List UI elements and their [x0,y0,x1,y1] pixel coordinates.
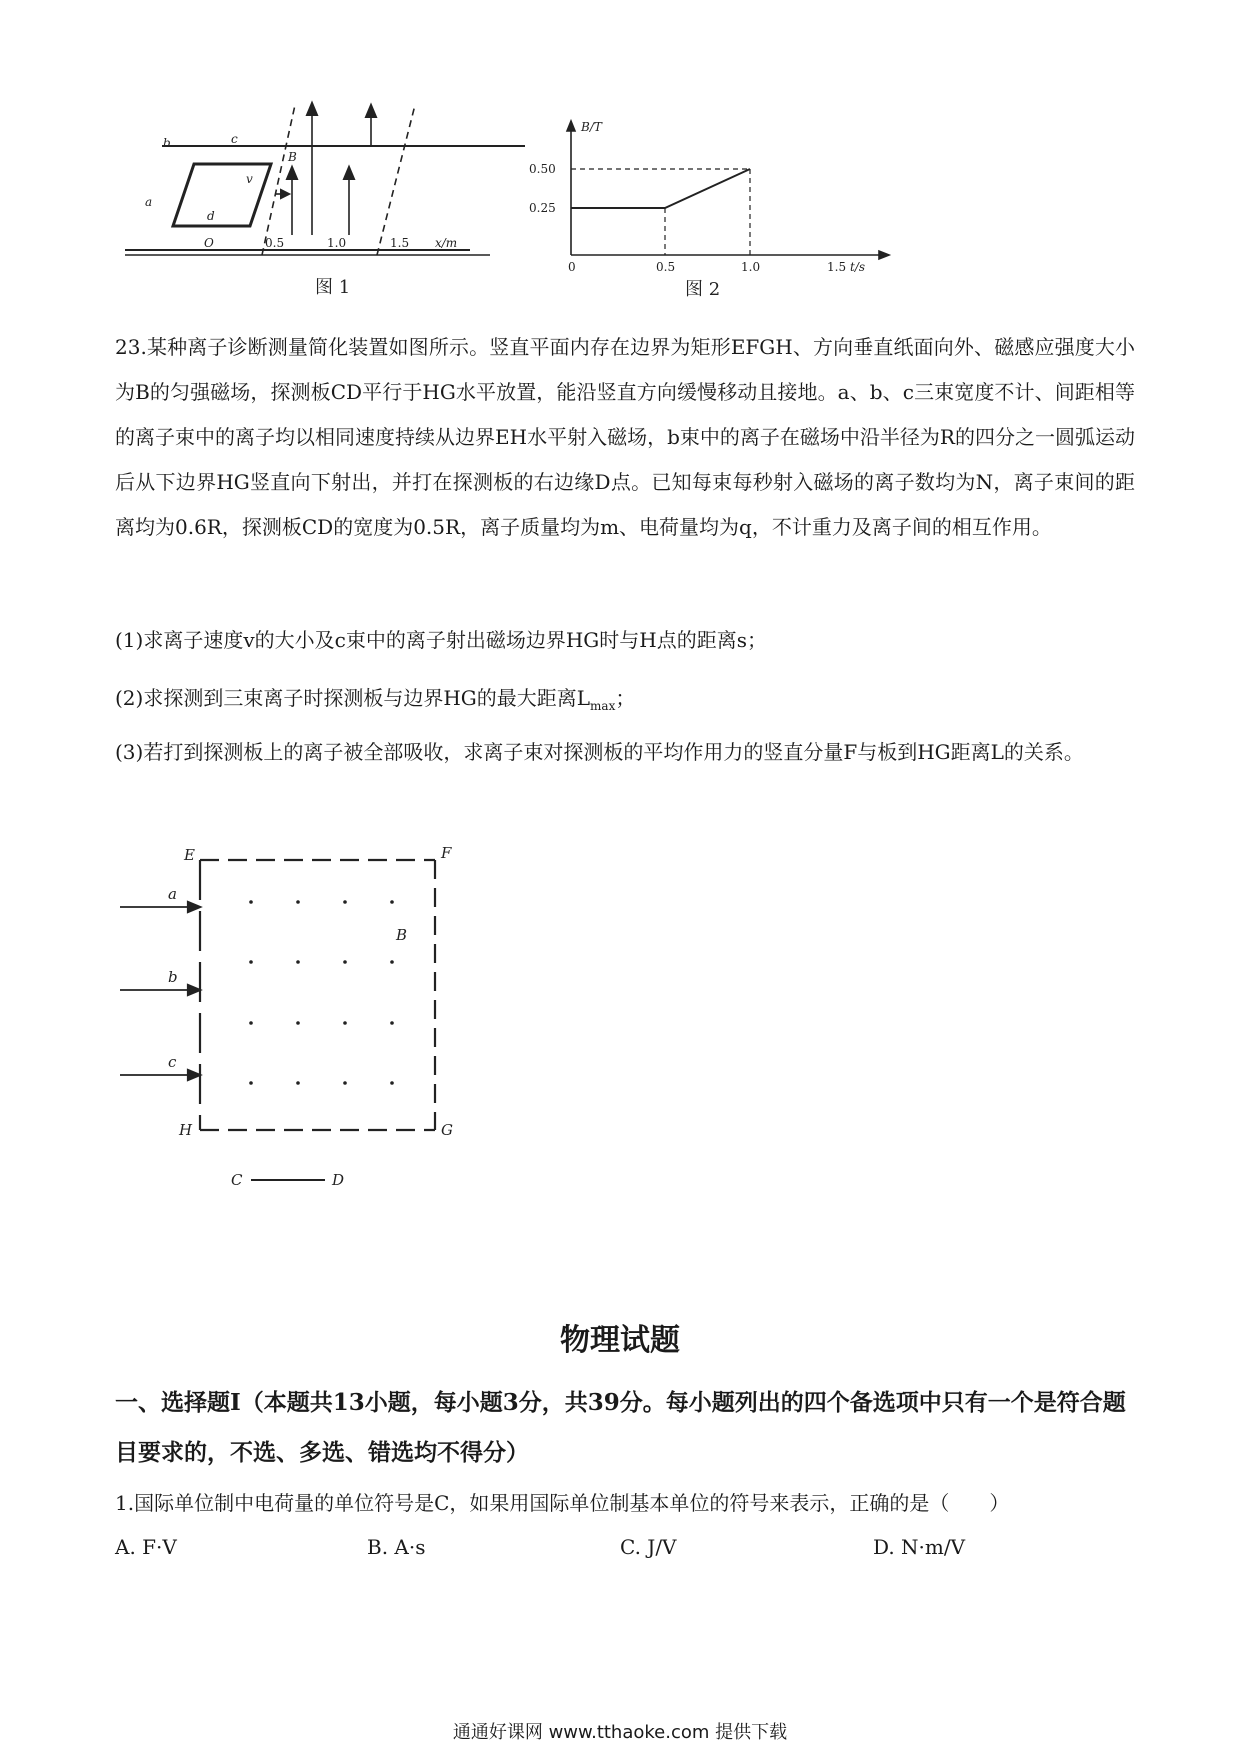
fig3-corner-E: E [184,846,195,864]
q1-stem: 1.国际单位制中电荷量的单位符号是C，如果用国际单位制基本单位的符号来表示，正确的是（ ） [115,1491,1010,1515]
footer-source: 通通好课网 www.tthaoke.com 提供下载 [452,1722,788,1743]
figure-2 [529,115,905,305]
fig1-label-d: d [207,209,215,223]
fig1-label-v: v [246,172,253,186]
q23-sub1: (1)求离子速度v的大小及c束中的离子射出磁场边界HG时与H点的距离s； [115,628,767,652]
section-title: 物理试题 [560,1323,680,1358]
fig1-label-B: B [288,150,297,164]
fig3-field-label: B [396,926,408,944]
fig1-tick-origin: O [204,236,214,250]
fig3-beam-a: a [168,885,177,903]
q23-sub2-end: ； [615,686,636,710]
fig1-tick-1.0: 1.0 [327,236,347,250]
q23-paragraph: 23.某种离子诊断测量简化装置如图所示。竖直平面内存在边界为矩形EFGH、方向垂直纸面向外、磁感应强度大小为B的匀强磁场，探测板CD平行于HG水平放置，能沿竖直方向缓慢移动且接地。a、b、c三束宽度不计、间距相等的离子束中的离子均以相同速度持续从边界EH水平射入磁场，b束中的离子在磁场中沿半径为R的四分之一圆弧运动后从下边界HG竖直向下射出，并打在探测板的右边缘D点。已知每束每秒射入磁场的离子数均为N，离子束间的距离均为0.6R，探测板CD的宽度为0.5R，离子质量均为m、电荷量均为q，不计重力及离子间的相互作用。 [115,335,1135,539]
fig3-corner-G: G [441,1121,453,1139]
fig2-xtick-1.0: 1.0 [741,260,761,274]
fig2-ytick-0.25: 0.25 [529,201,556,215]
fig2-x-unit: t/s [850,260,866,274]
fig3-corner-H: H [179,1121,193,1139]
fig1-x-unit: x/m [435,236,458,250]
fig2-ytick-0.50: 0.50 [529,162,556,176]
q1-option-a: A. F·V [115,1535,177,1559]
fig2-caption: 图 2 [685,279,721,300]
fig3-corner-F: F [441,844,452,862]
fig3-beam-b: b [168,968,178,986]
fig1-tick-1.5: 1.5 [390,236,410,250]
fig2-y-label: B/T [581,120,602,134]
fig1-tick-0.5: 0.5 [265,236,285,250]
figure-1 [115,95,540,305]
q1-option-c: C. J/V [620,1535,677,1559]
fig1-label-b: b [163,136,171,150]
q23-sub3: (3)若打到探测板上的离子被全部吸收，求离子束对探测板的平均作用力的竖直分量F与板到HG距离L的关系。 [115,740,1084,764]
fig1-caption: 图 1 [315,277,351,298]
fig1-label-a: a [145,195,153,209]
q23-sub2-subscript: max [590,699,616,713]
q23-sub2-text: (2)求探测到三束离子时探测板与边界HG的最大距离L [115,686,591,710]
fig3-plate-D: D [332,1171,345,1189]
fig2-xtick-0.5: 0.5 [656,260,676,274]
figure-3 [115,840,475,1205]
fig3-plate-C: C [231,1171,243,1189]
fig2-xtick-1.5: 1.5 [827,260,847,274]
q1-option-b: B. A·s [367,1535,426,1559]
section-heading: 一、选择题Ⅰ（本题共13小题，每小题3分，共39分。每小题列出的四个备选项中只有一个是符合题目要求的，不选、多选、错选均不得分） [115,1389,1126,1466]
fig1-label-c: c [231,132,238,146]
q23-sub2 [115,683,635,721]
fig3-beam-c: c [168,1053,177,1071]
fig2-origin: 0 [568,260,576,274]
q1-option-d: D. N·m/V [873,1535,966,1559]
